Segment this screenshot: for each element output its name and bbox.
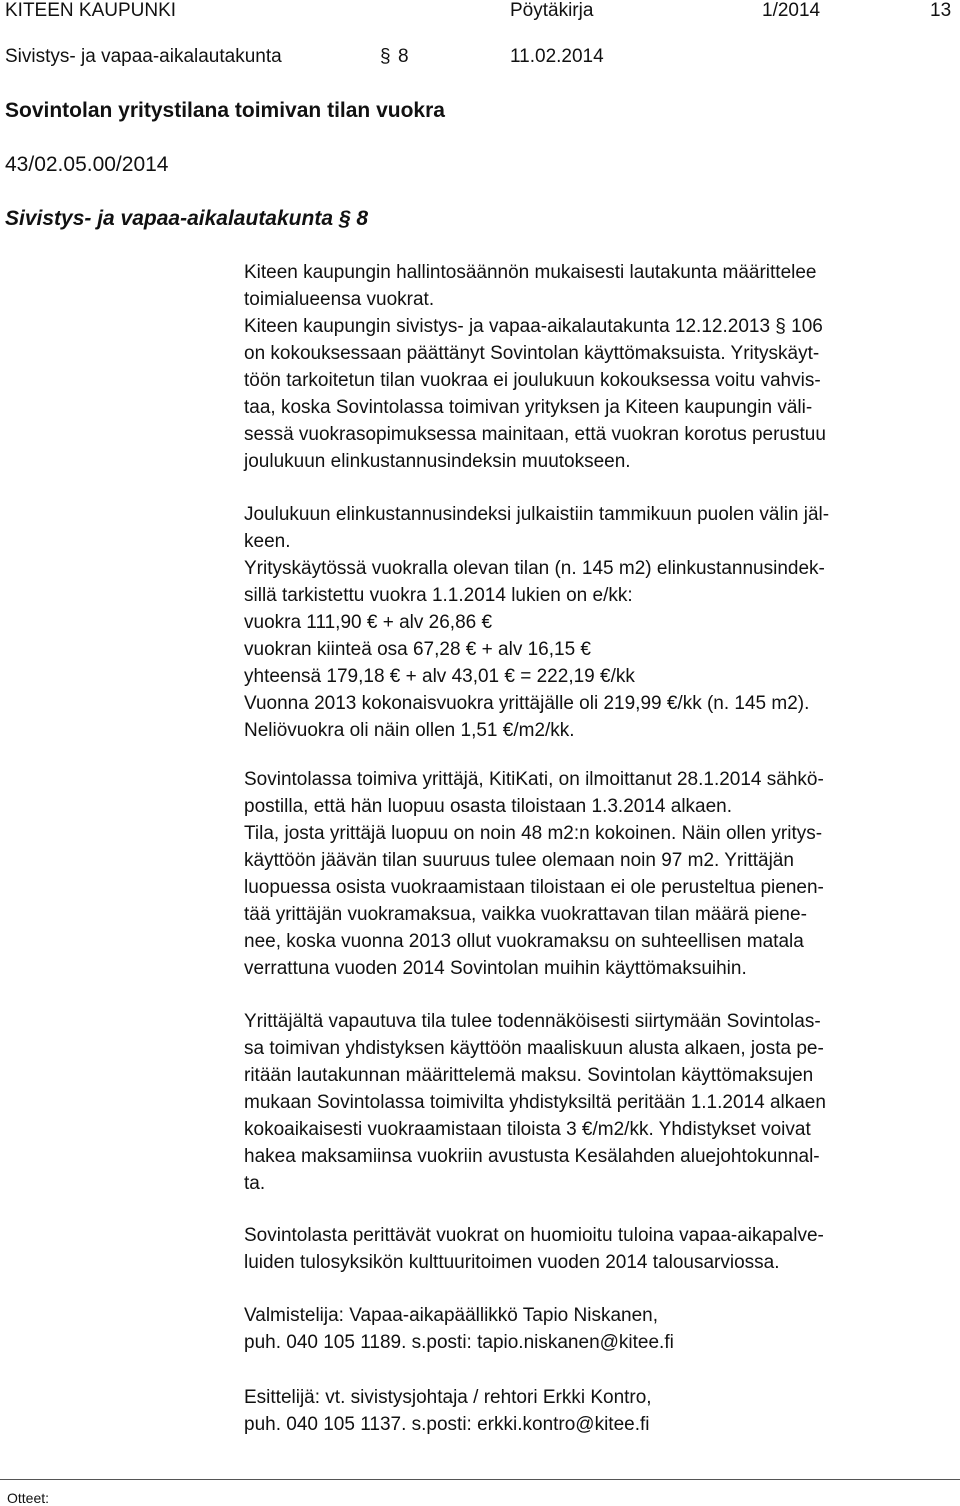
text-line: vuokra 111,90 € + alv 26,86 € [244, 612, 493, 633]
text-line: ta. [244, 1173, 266, 1194]
committee-name: Sivistys- ja vapaa-aikalautakunta [5, 46, 282, 67]
text-line: kokoaikaisesti vuokraamistaan tiloista 3 €/m2/kk. Yhdistykset voivat [244, 1119, 811, 1140]
text-line: joulukuun elinkustannusindeksin muutokseen. [244, 451, 631, 472]
text-line: postilla, että hän luopuu osasta tiloistaan 1.3.2014 alkaen. [244, 796, 733, 817]
text-line: hakea maksamiinsa vuokriin avustusta Kesälahden aluejohtokunnal- [244, 1146, 820, 1167]
text-line: sessä vuokrasopimuksessa mainitaan, että vuokran korotus perustuu [244, 424, 826, 445]
text-line: töön tarkoitetun tilan vuokraa ei joulukuun kokouksessa voitu vahvis- [244, 370, 821, 391]
text-line: taa, koska Sovintolassa toimivan yrityksen ja Kiteen kaupungin väli- [244, 397, 813, 418]
text-line: Kiteen kaupungin hallintosäännön mukaisesti lautakunta määrittelee [244, 262, 817, 283]
text-line: ritään lautakunnan määrittelemä maksu. Sovintolan käyttömaksujen [244, 1065, 814, 1086]
text-line: on kokouksessaan päättänyt Sovintolan käyttömaksuista. Yrityskäyt- [244, 343, 820, 364]
text-line: Yrittäjältä vapautuva tila tulee todennäköisesti siirtymään Sovintolas- [244, 1011, 821, 1032]
paragraph-2 [244, 501, 956, 744]
text-line: vuokran kiinteä osa 67,28 € + alv 16,15 € [244, 639, 591, 660]
preparer-info [244, 1302, 956, 1356]
text-line: Yrityskäytössä vuokralla olevan tilan (n. 145 m2) elinkustannusindek- [244, 558, 825, 579]
section-number: 8 [398, 46, 409, 67]
text-line: Neliövuokra oli näin ollen 1,51 €/m2/kk. [244, 720, 575, 741]
text-line: yhteensä 179,18 € + alv 43,01 € = 222,19 €/kk [244, 666, 635, 687]
paragraph-4 [244, 1008, 956, 1197]
meeting-date: 11.02.2014 [510, 46, 604, 67]
paragraph-3 [244, 766, 956, 982]
document-number: 1/2014 [762, 0, 821, 21]
text-line: Vuonna 2013 kokonaisvuokra yrittäjälle oli 219,99 €/kk (n. 145 m2). [244, 693, 810, 714]
text-line: tää yrittäjän vuokramaksua, vaikka vuokrattavan tilan määrä piene- [244, 904, 807, 925]
page-title: Sovintolan yritystilana toimivan tilan vuokra [5, 99, 445, 122]
document-type: Pöytäkirja [510, 0, 594, 21]
text-line: Sovintolassa toimiva yrittäjä, KitiKati, on ilmoittanut 28.1.2014 sähkö- [244, 769, 824, 790]
paragraph-1 [244, 259, 956, 475]
footer-divider [0, 1479, 960, 1480]
text-line: mukaan Sovintolassa toimivilta yhdistyksiltä peritään 1.1.2014 alkaen [244, 1092, 826, 1113]
text-line: verrattuna vuoden 2014 Sovintolan muihin käyttömaksuihin. [244, 958, 747, 979]
text-line: keen. [244, 531, 291, 552]
footer-label: Otteet: [7, 1490, 50, 1506]
reference-number: 43/02.05.00/2014 [5, 153, 169, 176]
text-line: toimialueensa vuokrat. [244, 289, 435, 310]
text-line: Tila, josta yrittäjä luopuu on noin 48 m2:n kokoinen. Näin ollen yritys- [244, 823, 823, 844]
text-line: käyttöön jäävän tilan suuruus tulee olemaan noin 97 m2. Yrittäjän [244, 850, 794, 871]
text-line: Joulukuun elinkustannusindeksi julkaistiin tammikuun puolen välin jäl- [244, 504, 830, 525]
paragraph-5 [244, 1222, 956, 1276]
presenter-info [244, 1384, 956, 1438]
text-line: Esittelijä: vt. sivistysjohtaja / rehtori Erkki Kontro, [244, 1387, 652, 1408]
text-line: luopuessa osista vuokraamistaan tiloistaan ei ole perusteltua pienen- [244, 877, 824, 898]
text-line: Sovintolasta perittävät vuokrat on huomioitu tuloina vapaa-aikapalve- [244, 1225, 824, 1246]
text-line: Valmistelija: Vapaa-aikapäällikkö Tapio Niskanen, [244, 1305, 659, 1326]
committee-heading: Sivistys- ja vapaa-aikalautakunta § 8 [5, 207, 369, 230]
text-line: luiden tulosyksikön kulttuuritoimen vuoden 2014 talousarviossa. [244, 1252, 780, 1273]
text-line: puh. 040 105 1137. s.posti: erkki.kontro@kitee.fi [244, 1414, 650, 1435]
section-symbol: § [380, 46, 391, 67]
text-line: sa toimivan yhdistyksen käyttöön maaliskuun alusta alkaen, josta pe- [244, 1038, 824, 1059]
text-line: puh. 040 105 1189. s.posti: tapio.niskanen@kitee.fi [244, 1332, 674, 1353]
page-number: 13 [930, 0, 952, 21]
text-line: sillä tarkistettu vuokra 1.1.2014 lukien on e/kk: [244, 585, 633, 606]
text-line: nee, koska vuonna 2013 ollut vuokramaksu on suhteellisen matala [244, 931, 804, 952]
org-name: KITEEN KAUPUNKI [5, 0, 177, 21]
text-line: Kiteen kaupungin sivistys- ja vapaa-aikalautakunta 12.12.2013 § 106 [244, 316, 823, 337]
